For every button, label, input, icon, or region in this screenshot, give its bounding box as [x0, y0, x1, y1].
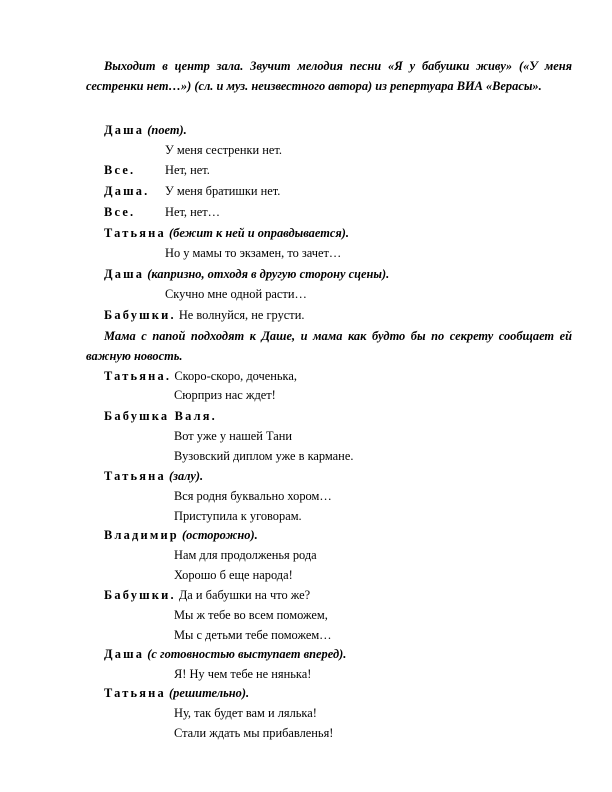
speaker-name: Все.: [104, 163, 136, 177]
verse-line: Хорошо б еще народа!: [174, 568, 293, 582]
stage-direction: (осторожно).: [182, 528, 258, 542]
speaker-name: Владимир: [104, 528, 179, 542]
verse-line: Сюрприз нас ждет!: [174, 388, 276, 402]
verse-line: Да и бабушки на что же?: [178, 588, 311, 602]
stage-direction-intro: [86, 56, 572, 96]
stage-direction-text: («У меня сестренки нет…») (сл. и муз. неизвестного автора) из репертуара ВИА «Верасы».: [86, 59, 573, 93]
verse-line: Нет, нет.: [165, 163, 210, 177]
verse-line: Не волнуйся, не грусти.: [178, 308, 305, 322]
speaker-name: Бабушка Валя.: [104, 409, 217, 423]
speaker-line: [104, 468, 203, 484]
speaker-name: Татьяна: [104, 469, 166, 483]
verse-line: Вся родня буквально хором…: [174, 489, 332, 503]
speaker-line: [104, 225, 349, 241]
stage-direction: (поет).: [147, 123, 187, 137]
verse-line: Скоро-скоро, доченька,: [174, 369, 297, 383]
speaker-line: [104, 266, 389, 282]
verse-line: У меня сестренки нет.: [165, 143, 282, 157]
verse-line: Ну, так будет вам и лялька!: [174, 706, 317, 720]
speaker-name: Татьяна: [104, 226, 166, 240]
stage-direction-text: Выходит в центр зала. Звучит мелодия песни: [104, 59, 389, 73]
speaker-line: [104, 368, 297, 384]
speaker-line: [104, 527, 258, 543]
verse-line: Нет, нет…: [165, 205, 221, 219]
stage-direction: (решительно).: [169, 686, 250, 700]
stage-direction: (бежит к ней и оправдывается).: [169, 226, 349, 240]
speaker-line: [104, 587, 310, 603]
verse-line: Скучно мне одной расти…: [165, 287, 307, 301]
speaker-line: [104, 685, 249, 701]
speaker-name: Даша.: [104, 184, 150, 198]
speaker-line: [104, 307, 304, 323]
verse-line: Я! Ну чем тебе не нянька!: [174, 667, 312, 681]
speaker-name: Бабушки.: [104, 588, 176, 602]
verse-line: Нам для продолженья рода: [174, 548, 317, 562]
verse-line: Мы с детьми тебе поможем…: [174, 628, 332, 642]
verse-line: Вот уже у нашей Тани: [174, 429, 293, 443]
speaker-name: Татьяна: [104, 686, 166, 700]
verse-line: У меня братишки нет.: [165, 184, 281, 198]
speaker-name: Даша: [104, 123, 145, 137]
verse-line: Приступила к уговорам.: [174, 509, 302, 523]
verse-line: Но у мамы то экзамен, то зачет…: [165, 246, 342, 260]
song-title: «Я у бабушки живу»: [388, 59, 513, 73]
stage-direction-block: Мама с папой подходят к Даше, и мама как будто бы по секрету сообщает ей важную новость.: [86, 329, 572, 363]
verse-line: Вузовский диплом уже в кармане.: [174, 449, 354, 463]
speaker-line: [104, 122, 187, 138]
speaker-name: Даша: [104, 267, 145, 281]
verse-line: Мы ж тебе во всем поможем,: [174, 608, 328, 622]
speaker-name: Татьяна.: [104, 369, 172, 383]
stage-direction: (с готовностью выступает вперед).: [147, 647, 347, 661]
speaker-name: Все.: [104, 205, 136, 219]
stage-direction: (залу).: [169, 469, 204, 483]
verse-line: Стали ждать мы прибавленья!: [174, 726, 334, 740]
speaker-name: Даша: [104, 647, 145, 661]
speaker-name: Бабушки.: [104, 308, 176, 322]
speaker-line: [104, 646, 346, 662]
stage-direction: (капризно, отходя в другую сторону сцены).: [147, 267, 390, 281]
